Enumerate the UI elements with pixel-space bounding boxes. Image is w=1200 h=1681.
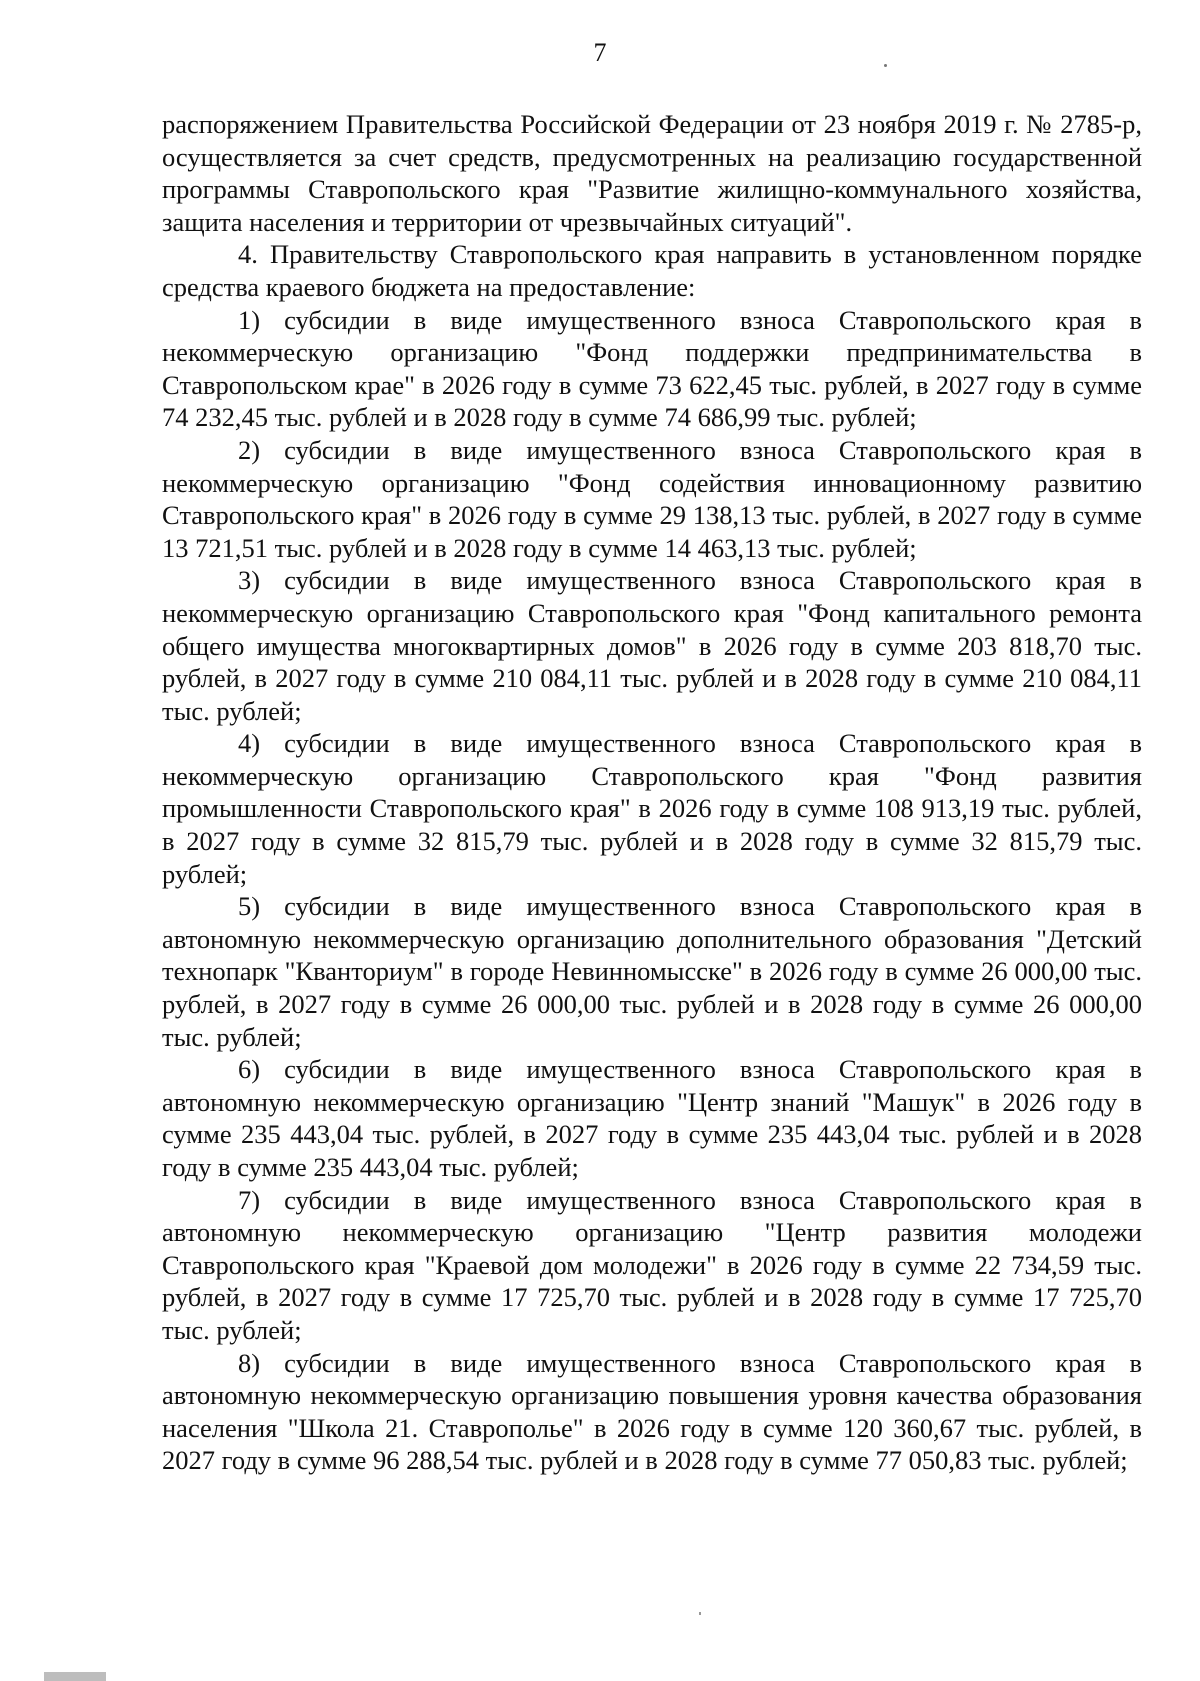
paragraph-subsidy-4: 4) субсидии в виде имущественного взноса Ставропольского края в некоммерческую организацию Ставропольского края "Фонд развития промышленности Ставропольского края" в 2026 году в сумме 108 913,19 тыс. рублей, в 2027 году в сумме 32 815,79 тыс. рублей и в 2028 году в сумме 32 815,79 тыс. рублей; [162,728,1142,889]
paragraph-item-4: 4. Правительству Ставропольского края направить в установленном порядке средства краевого бюджета на предоставление: [162,239,1142,302]
paragraph-subsidy-8: 8) субсидии в виде имущественного взноса Ставропольского края в автономную некоммерческую организацию повышения уровня качества образования населения "Школа 21. Ставрополье" в 2026 году в сумме 120 360,67 тыс. рублей, в 2027 году в сумме 96 288,54 тыс. рублей и в 2028 году в сумме 77 050,83 тыс. рублей; [162,1347,1142,1476]
paragraph-subsidy-7: 7) субсидии в виде имущественного взноса Ставропольского края в автономную некоммерческую организацию "Центр развития молодежи Ставропольского края "Краевой дом молодежи" в 2026 году в сумме 22 734,59 тыс. рублей, в 2027 году в сумме 17 725,70 тыс. рублей и в 2028 году в сумме 17 725,70 тыс. рублей; [162,1184,1142,1345]
paragraph-continuation: распоряжением Правительства Российской Федерации от 23 ноября 2019 г. № 2785-р, осуществляется за счет средств, предусмотренных на реализацию государственной программы Ставропольского края "Развитие жилищно-коммунального хозяйства, защита населения и территории от чрезвычайных ситуаций". [162,109,1142,237]
scan-speck [884,64,887,67]
page-number: 7 [593,38,607,67]
scan-edge-mark [44,1672,106,1681]
scan-dot [699,1612,701,1615]
document-body [162,108,1142,1477]
paragraph-subsidy-6: 6) субсидии в виде имущественного взноса Ставропольского края в автономную некоммерческую организацию "Центр знаний "Машук" в 2026 году в сумме 235 443,04 тыс. рублей, в 2027 году в сумме 235 443,04 тыс. рублей и в 2028 году в сумме 235 443,04 тыс. рублей; [162,1054,1142,1182]
paragraph-subsidy-1: 1) субсидии в виде имущественного взноса Ставропольского края в некоммерческую организацию "Фонд поддержки предпринимательства в Ставропольском крае" в 2026 году в сумме 73 622,45 тыс. рублей, в 2027 году в сумме 74 232,45 тыс. рублей и в 2028 году в сумме 74 686,99 тыс. рублей; [162,304,1142,433]
paragraph-subsidy-3: 3) субсидии в виде имущественного взноса Ставропольского края в некоммерческую организацию Ставропольского края "Фонд капитального ремонта общего имущества многоквартирных домов" в 2026 году в сумме 203 818,70 тыс. рублей, в 2027 году в сумме 210 084,11 тыс. рублей и в 2028 году в сумме 210 084,11 тыс. рублей; [162,565,1142,726]
paragraph-subsidy-2: 2) субсидии в виде имущественного взноса Ставропольского края в некоммерческую организацию "Фонд содействия инновационному развитию Ставропольского края" в 2026 году в сумме 29 138,13 тыс. рублей, в 2027 году в сумме 13 721,51 тыс. рублей и в 2028 году в сумме 14 463,13 тыс. рублей; [162,434,1142,563]
paragraph-subsidy-5: 5) субсидии в виде имущественного взноса Ставропольского края в автономную некоммерческую организацию дополнительного образования "Детский технопарк "Кванториум" в городе Невинномысске" в 2026 году в сумме 26 000,00 тыс. рублей, в 2027 году в сумме 26 000,00 тыс. рублей и в 2028 году в сумме 26 000,00 тыс. рублей; [162,891,1142,1052]
